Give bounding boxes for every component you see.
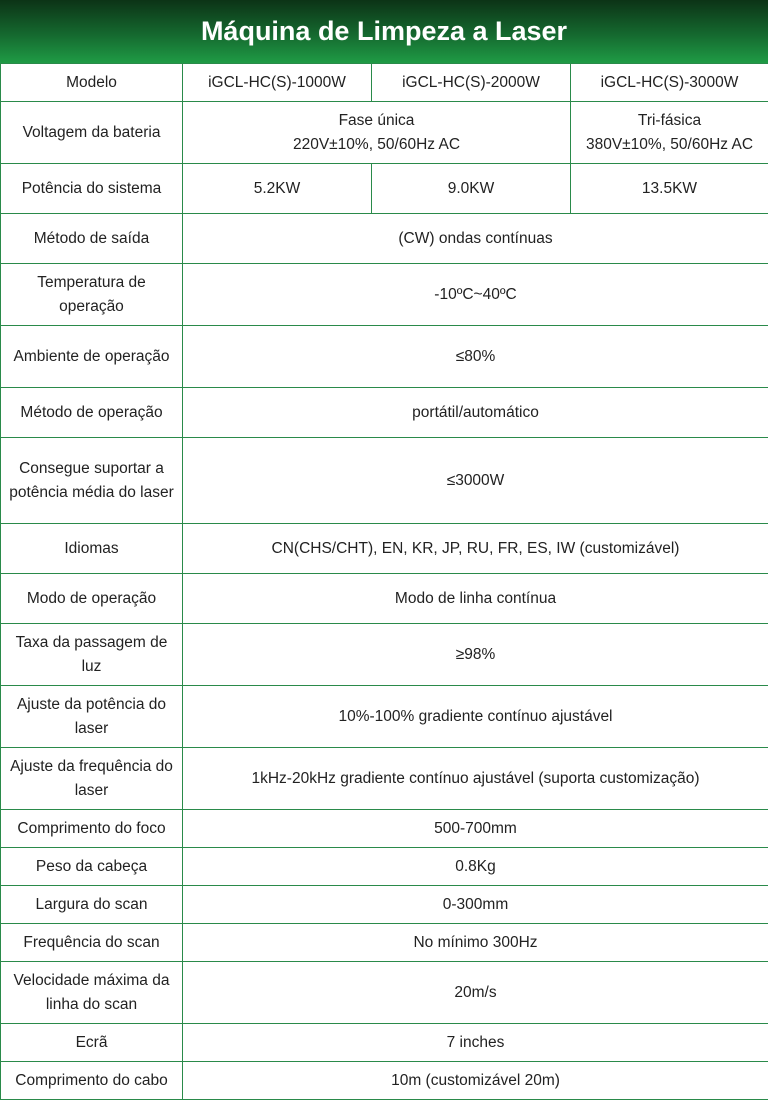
row-label: Potência do sistema xyxy=(1,164,183,214)
row-value: (CW) ondas contínuas xyxy=(183,214,768,264)
table-row-voltage xyxy=(1,102,768,164)
row-label: Ajuste da potência do laser xyxy=(1,686,183,748)
row-label: Comprimento do foco xyxy=(1,810,183,848)
row-value: 10m (customizável 20m) xyxy=(183,1062,768,1100)
row-value: No mínimo 300Hz xyxy=(183,924,768,962)
row-value: 0.8Kg xyxy=(183,848,768,886)
row-value: -10ºC~40ºC xyxy=(183,264,768,326)
row-value: Modo de linha contínua xyxy=(183,574,768,624)
power-2000w: 9.0KW xyxy=(372,164,571,214)
row-label: Modelo xyxy=(1,64,183,102)
row-value: ≤3000W xyxy=(183,438,768,524)
voltage-three-phase-spec: 380V±10%, 50/60Hz AC xyxy=(576,133,763,157)
power-1000w: 5.2KW xyxy=(183,164,372,214)
row-label: Método de saída xyxy=(1,214,183,264)
table-row xyxy=(1,624,768,686)
row-value: ≤80% xyxy=(183,326,768,388)
row-value: 10%-100% gradiente contínuo ajustável xyxy=(183,686,768,748)
row-value: 500-700mm xyxy=(183,810,768,848)
row-label: Largura do scan xyxy=(1,886,183,924)
row-value: CN(CHS/CHT), EN, KR, JP, RU, FR, ES, IW (customizável) xyxy=(183,524,768,574)
table-row xyxy=(1,1024,768,1062)
table-row xyxy=(1,264,768,326)
table-row xyxy=(1,962,768,1024)
row-label: Peso da cabeça xyxy=(1,848,183,886)
voltage-three-phase xyxy=(571,102,768,164)
row-label: Ajuste da frequência do laser xyxy=(1,748,183,810)
row-value: 20m/s xyxy=(183,962,768,1024)
row-value: 7 inches xyxy=(183,1024,768,1062)
row-label: Modo de operação xyxy=(1,574,183,624)
model-3000w: iGCL-HC(S)-3000W xyxy=(571,64,768,102)
voltage-single-phase xyxy=(183,102,571,164)
table-row xyxy=(1,886,768,924)
row-label: Método de operação xyxy=(1,388,183,438)
voltage-single-phase-name: Fase única xyxy=(188,109,565,133)
row-label: Ambiente de operação xyxy=(1,326,183,388)
table-row xyxy=(1,686,768,748)
row-label: Temperatura de operação xyxy=(1,264,183,326)
power-3000w: 13.5KW xyxy=(571,164,768,214)
table-row-model xyxy=(1,64,768,102)
row-label: Frequência do scan xyxy=(1,924,183,962)
row-value: ≥98% xyxy=(183,624,768,686)
table-row xyxy=(1,748,768,810)
table-row xyxy=(1,326,768,388)
row-label: Voltagem da bateria xyxy=(1,102,183,164)
table-row xyxy=(1,574,768,624)
row-label: Ecrã xyxy=(1,1024,183,1062)
row-label: Velocidade máxima da linha do scan xyxy=(1,962,183,1024)
row-label: Taxa da passagem de luz xyxy=(1,624,183,686)
page-title: Máquina de Limpeza a Laser xyxy=(201,16,567,47)
table-row xyxy=(1,1062,768,1100)
row-label: Consegue suportar a potência média do laser xyxy=(1,438,183,524)
voltage-three-phase-name: Tri-fásica xyxy=(576,109,763,133)
page-title-banner xyxy=(0,0,768,63)
table-row xyxy=(1,924,768,962)
table-row xyxy=(1,524,768,574)
table-row xyxy=(1,810,768,848)
table-row xyxy=(1,438,768,524)
spec-table xyxy=(0,63,768,1100)
row-value: 1kHz-20kHz gradiente contínuo ajustável (suporta customização) xyxy=(183,748,768,810)
voltage-single-phase-spec: 220V±10%, 50/60Hz AC xyxy=(188,133,565,157)
row-value: portátil/automático xyxy=(183,388,768,438)
row-label: Idiomas xyxy=(1,524,183,574)
table-row xyxy=(1,848,768,886)
model-2000w: iGCL-HC(S)-2000W xyxy=(372,64,571,102)
row-value: 0-300mm xyxy=(183,886,768,924)
row-label: Comprimento do cabo xyxy=(1,1062,183,1100)
table-row xyxy=(1,214,768,264)
table-row xyxy=(1,388,768,438)
model-1000w: iGCL-HC(S)-1000W xyxy=(183,64,372,102)
table-row-power xyxy=(1,164,768,214)
